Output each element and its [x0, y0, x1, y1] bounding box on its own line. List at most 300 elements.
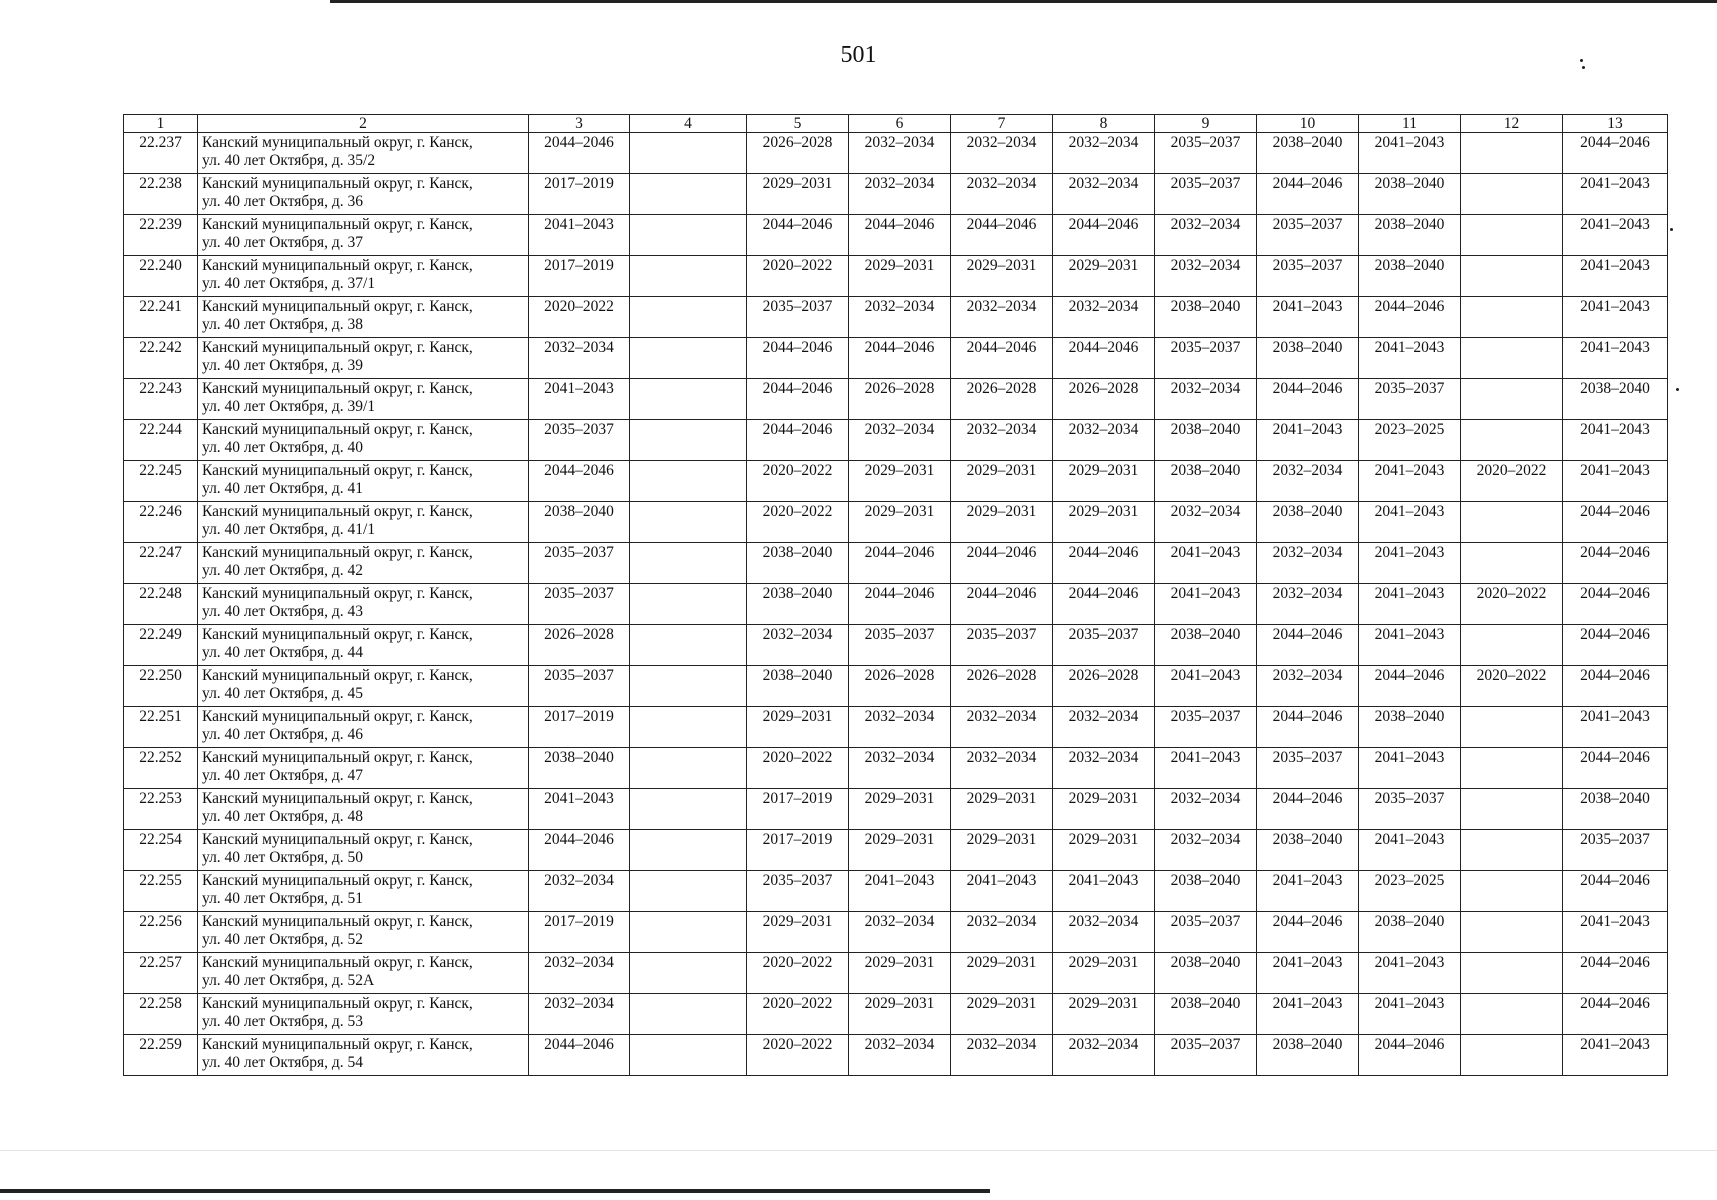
period-cell-c8: 2032–2034: [1053, 912, 1155, 953]
period-cell-c12: [1461, 748, 1563, 789]
period-cell-c4: [630, 420, 747, 461]
period-cell-c6: 2029–2031: [849, 994, 951, 1035]
period-cell-c4: [630, 297, 747, 338]
period-cell-c6: 2032–2034: [849, 707, 951, 748]
period-cell-c4: [630, 256, 747, 297]
table-header-row: [124, 115, 1668, 133]
period-cell-c10: 2032–2034: [1257, 461, 1359, 502]
address-line-1: Канский муниципальный округ, г. Канск,: [202, 257, 473, 274]
address-cell: [198, 584, 529, 625]
period-cell-c13: 2041–2043: [1563, 297, 1668, 338]
table-row: [124, 420, 1668, 461]
row-number-cell: 22.245: [124, 461, 198, 502]
address-line-2: ул. 40 лет Октября, д. 36: [202, 193, 364, 210]
period-cell-c9: 2032–2034: [1155, 379, 1257, 420]
period-cell-c8: 2026–2028: [1053, 666, 1155, 707]
period-cell-c7: 2029–2031: [951, 461, 1053, 502]
row-number-cell: 22.255: [124, 871, 198, 912]
period-cell-c9: 2038–2040: [1155, 420, 1257, 461]
period-cell-c7: 2032–2034: [951, 133, 1053, 174]
row-number-cell: 22.254: [124, 830, 198, 871]
period-cell-c4: [630, 994, 747, 1035]
period-cell-c10: 2038–2040: [1257, 133, 1359, 174]
address-line-1: Канский муниципальный округ, г. Канск,: [202, 667, 473, 684]
address-line-2: ул. 40 лет Октября, д. 37/1: [202, 275, 376, 292]
period-cell-c8: 2026–2028: [1053, 379, 1155, 420]
address-line-1: Канский муниципальный округ, г. Канск,: [202, 421, 473, 438]
period-cell-c7: 2044–2046: [951, 338, 1053, 379]
address-cell: [198, 871, 529, 912]
period-cell-c6: 2032–2034: [849, 912, 951, 953]
address-line-1: Канский муниципальный округ, г. Канск,: [202, 175, 473, 192]
address-line-1: Канский муниципальный округ, г. Канск,: [202, 1036, 473, 1053]
row-number-cell: 22.249: [124, 625, 198, 666]
period-cell-c4: [630, 174, 747, 215]
period-cell-c8: 2032–2034: [1053, 174, 1155, 215]
row-number-cell: 22.247: [124, 543, 198, 584]
table-row: [124, 830, 1668, 871]
address-line-1: Канский муниципальный округ, г. Канск,: [202, 503, 473, 520]
table-row: [124, 871, 1668, 912]
period-cell-c4: [630, 707, 747, 748]
address-line-1: Канский муниципальный округ, г. Канск,: [202, 134, 473, 151]
table-row: [124, 584, 1668, 625]
period-cell-c3: 2044–2046: [529, 133, 630, 174]
period-cell-c4: [630, 830, 747, 871]
period-cell-c12: [1461, 256, 1563, 297]
period-cell-c7: 2029–2031: [951, 994, 1053, 1035]
period-cell-c8: 2029–2031: [1053, 830, 1155, 871]
table-row: [124, 707, 1668, 748]
period-cell-c10: 2032–2034: [1257, 666, 1359, 707]
period-cell-c3: 2017–2019: [529, 174, 630, 215]
period-cell-c13: 2041–2043: [1563, 461, 1668, 502]
period-cell-c7: 2026–2028: [951, 666, 1053, 707]
period-cell-c13: 2038–2040: [1563, 789, 1668, 830]
address-cell: [198, 625, 529, 666]
period-cell-c10: 2041–2043: [1257, 297, 1359, 338]
period-cell-c7: 2032–2034: [951, 297, 1053, 338]
address-line-2: ул. 40 лет Октября, д. 40: [202, 439, 364, 456]
period-cell-c13: 2038–2040: [1563, 379, 1668, 420]
period-cell-c5: 2044–2046: [747, 338, 849, 379]
period-cell-c8: 2029–2031: [1053, 502, 1155, 543]
column-header-2: 2: [198, 115, 529, 133]
period-cell-c7: 2044–2046: [951, 584, 1053, 625]
address-line-2: ул. 40 лет Октября, д. 42: [202, 562, 364, 579]
period-cell-c6: 2029–2031: [849, 953, 951, 994]
period-cell-c10: 2044–2046: [1257, 707, 1359, 748]
address-cell: [198, 707, 529, 748]
period-cell-c5: 2032–2034: [747, 625, 849, 666]
period-cell-c11: 2044–2046: [1359, 1035, 1461, 1076]
period-cell-c12: [1461, 379, 1563, 420]
address-cell: [198, 1035, 529, 1076]
address-line-1: Канский муниципальный округ, г. Канск,: [202, 544, 473, 561]
period-cell-c3: 2044–2046: [529, 461, 630, 502]
scan-speck: [1676, 388, 1679, 391]
address-line-2: ул. 40 лет Октября, д. 38: [202, 316, 364, 333]
address-line-2: ул. 40 лет Октября, д. 39/1: [202, 398, 376, 415]
period-cell-c12: [1461, 133, 1563, 174]
period-cell-c9: 2035–2037: [1155, 707, 1257, 748]
period-cell-c11: 2038–2040: [1359, 215, 1461, 256]
address-cell: [198, 174, 529, 215]
period-cell-c7: 2032–2034: [951, 174, 1053, 215]
period-cell-c5: 2020–2022: [747, 994, 849, 1035]
period-cell-c3: 2035–2037: [529, 420, 630, 461]
address-line-2: ул. 40 лет Октября, д. 51: [202, 890, 364, 907]
period-cell-c12: [1461, 994, 1563, 1035]
period-cell-c10: 2038–2040: [1257, 338, 1359, 379]
period-cell-c8: 2035–2037: [1053, 625, 1155, 666]
row-number-cell: 22.241: [124, 297, 198, 338]
address-line-2: ул. 40 лет Октября, д. 54: [202, 1054, 364, 1071]
address-line-2: ул. 40 лет Октября, д. 46: [202, 726, 364, 743]
period-cell-c12: [1461, 338, 1563, 379]
address-line-1: Канский муниципальный округ, г. Канск,: [202, 298, 473, 315]
period-cell-c9: 2032–2034: [1155, 215, 1257, 256]
period-cell-c9: 2035–2037: [1155, 1035, 1257, 1076]
address-line-1: Канский муниципальный округ, г. Канск,: [202, 995, 473, 1012]
column-header-9: 9: [1155, 115, 1257, 133]
address-line-1: Канский муниципальный округ, г. Канск,: [202, 831, 473, 848]
period-cell-c11: 2041–2043: [1359, 830, 1461, 871]
period-cell-c10: 2044–2046: [1257, 625, 1359, 666]
table-row: [124, 215, 1668, 256]
address-line-1: Канский муниципальный округ, г. Канск,: [202, 708, 473, 725]
row-number-cell: 22.242: [124, 338, 198, 379]
period-cell-c11: 2038–2040: [1359, 912, 1461, 953]
period-cell-c8: 2029–2031: [1053, 994, 1155, 1035]
period-cell-c9: 2038–2040: [1155, 297, 1257, 338]
period-cell-c3: 2044–2046: [529, 1035, 630, 1076]
period-cell-c7: 2032–2034: [951, 748, 1053, 789]
period-cell-c6: 2032–2034: [849, 1035, 951, 1076]
row-number-cell: 22.250: [124, 666, 198, 707]
period-cell-c6: 2026–2028: [849, 666, 951, 707]
column-header-6: 6: [849, 115, 951, 133]
period-cell-c7: 2029–2031: [951, 789, 1053, 830]
period-cell-c13: 2041–2043: [1563, 174, 1668, 215]
period-cell-c11: 2041–2043: [1359, 994, 1461, 1035]
period-cell-c7: 2044–2046: [951, 543, 1053, 584]
address-line-2: ул. 40 лет Октября, д. 45: [202, 685, 364, 702]
period-cell-c4: [630, 871, 747, 912]
period-cell-c9: 2032–2034: [1155, 830, 1257, 871]
period-cell-c3: 2032–2034: [529, 338, 630, 379]
column-header-5: 5: [747, 115, 849, 133]
period-cell-c9: 2032–2034: [1155, 256, 1257, 297]
period-cell-c11: 2041–2043: [1359, 953, 1461, 994]
period-cell-c6: 2029–2031: [849, 789, 951, 830]
address-line-1: Канский муниципальный округ, г. Канск,: [202, 216, 473, 233]
period-cell-c3: 2032–2034: [529, 994, 630, 1035]
period-cell-c10: 2032–2034: [1257, 543, 1359, 584]
column-header-1: 1: [124, 115, 198, 133]
period-cell-c3: 2044–2046: [529, 830, 630, 871]
period-cell-c8: 2032–2034: [1053, 748, 1155, 789]
period-cell-c13: 2044–2046: [1563, 543, 1668, 584]
period-cell-c4: [630, 133, 747, 174]
period-cell-c7: 2035–2037: [951, 625, 1053, 666]
row-number-cell: 22.256: [124, 912, 198, 953]
address-cell: [198, 748, 529, 789]
period-cell-c8: 2041–2043: [1053, 871, 1155, 912]
period-cell-c3: 2041–2043: [529, 789, 630, 830]
scan-bottom-border: [0, 1189, 990, 1193]
period-cell-c3: 2035–2037: [529, 584, 630, 625]
period-cell-c11: 2044–2046: [1359, 666, 1461, 707]
period-cell-c13: 2044–2046: [1563, 748, 1668, 789]
period-cell-c6: 2032–2034: [849, 174, 951, 215]
column-header-8: 8: [1053, 115, 1155, 133]
table-row: [124, 994, 1668, 1035]
period-cell-c11: 2041–2043: [1359, 625, 1461, 666]
row-number-cell: 22.253: [124, 789, 198, 830]
address-cell: [198, 420, 529, 461]
address-cell: [198, 133, 529, 174]
period-cell-c7: 2029–2031: [951, 502, 1053, 543]
period-cell-c10: 2035–2037: [1257, 748, 1359, 789]
row-number-cell: 22.243: [124, 379, 198, 420]
period-cell-c4: [630, 789, 747, 830]
period-cell-c8: 2044–2046: [1053, 215, 1155, 256]
period-cell-c9: 2038–2040: [1155, 461, 1257, 502]
period-cell-c10: 2038–2040: [1257, 1035, 1359, 1076]
period-cell-c5: 2026–2028: [747, 133, 849, 174]
address-cell: [198, 215, 529, 256]
period-cell-c6: 2032–2034: [849, 297, 951, 338]
period-cell-c12: [1461, 215, 1563, 256]
period-cell-c8: 2032–2034: [1053, 1035, 1155, 1076]
period-cell-c8: 2029–2031: [1053, 953, 1155, 994]
period-cell-c4: [630, 748, 747, 789]
period-cell-c6: 2032–2034: [849, 133, 951, 174]
row-number-cell: 22.246: [124, 502, 198, 543]
column-header-3: 3: [529, 115, 630, 133]
period-cell-c11: 2041–2043: [1359, 461, 1461, 502]
address-line-2: ул. 40 лет Октября, д. 50: [202, 849, 364, 866]
address-cell: [198, 338, 529, 379]
period-cell-c12: [1461, 871, 1563, 912]
period-cell-c9: 2041–2043: [1155, 543, 1257, 584]
period-cell-c7: 2032–2034: [951, 420, 1053, 461]
period-cell-c6: 2026–2028: [849, 379, 951, 420]
period-cell-c4: [630, 215, 747, 256]
period-cell-c5: 2035–2037: [747, 297, 849, 338]
address-line-2: ул. 40 лет Октября, д. 52: [202, 931, 364, 948]
period-cell-c9: 2035–2037: [1155, 338, 1257, 379]
row-number-cell: 22.252: [124, 748, 198, 789]
address-line-2: ул. 40 лет Октября, д. 35/2: [202, 152, 376, 169]
address-line-1: Канский муниципальный округ, г. Канск,: [202, 749, 473, 766]
period-cell-c13: 2044–2046: [1563, 584, 1668, 625]
period-cell-c11: 2038–2040: [1359, 256, 1461, 297]
address-cell: [198, 912, 529, 953]
period-cell-c12: [1461, 789, 1563, 830]
period-cell-c8: 2044–2046: [1053, 543, 1155, 584]
period-cell-c3: 2032–2034: [529, 871, 630, 912]
period-cell-c12: [1461, 625, 1563, 666]
scan-top-border: [330, 0, 1717, 3]
period-cell-c11: 2041–2043: [1359, 748, 1461, 789]
period-cell-c3: 2017–2019: [529, 707, 630, 748]
period-cell-c7: 2044–2046: [951, 215, 1053, 256]
column-header-13: 13: [1563, 115, 1668, 133]
period-cell-c5: 2020–2022: [747, 256, 849, 297]
table-row: [124, 625, 1668, 666]
period-cell-c3: 2038–2040: [529, 502, 630, 543]
row-number-cell: 22.248: [124, 584, 198, 625]
address-cell: [198, 502, 529, 543]
period-cell-c7: 2026–2028: [951, 379, 1053, 420]
address-line-1: Канский муниципальный округ, г. Канск,: [202, 585, 473, 602]
address-line-1: Канский муниципальный округ, г. Канск,: [202, 462, 473, 479]
period-cell-c5: 2020–2022: [747, 461, 849, 502]
column-header-7: 7: [951, 115, 1053, 133]
table-row: [124, 748, 1668, 789]
period-cell-c12: [1461, 420, 1563, 461]
table-row: [124, 543, 1668, 584]
period-cell-c9: 2038–2040: [1155, 625, 1257, 666]
period-cell-c13: 2041–2043: [1563, 338, 1668, 379]
period-cell-c11: 2041–2043: [1359, 502, 1461, 543]
period-cell-c9: 2035–2037: [1155, 133, 1257, 174]
period-cell-c4: [630, 502, 747, 543]
period-cell-c5: 2044–2046: [747, 420, 849, 461]
address-cell: [198, 379, 529, 420]
period-cell-c11: 2041–2043: [1359, 584, 1461, 625]
period-cell-c9: 2035–2037: [1155, 912, 1257, 953]
period-cell-c6: 2029–2031: [849, 461, 951, 502]
period-cell-c12: [1461, 830, 1563, 871]
scan-faint-line: [0, 1150, 1717, 1151]
table-row: [124, 912, 1668, 953]
period-cell-c9: 2038–2040: [1155, 994, 1257, 1035]
address-line-1: Канский муниципальный округ, г. Канск,: [202, 790, 473, 807]
address-line-1: Канский муниципальный округ, г. Канск,: [202, 626, 473, 643]
period-cell-c12: 2020–2022: [1461, 666, 1563, 707]
column-header-11: 11: [1359, 115, 1461, 133]
period-cell-c8: 2044–2046: [1053, 584, 1155, 625]
address-cell: [198, 256, 529, 297]
period-cell-c12: [1461, 297, 1563, 338]
period-cell-c7: 2029–2031: [951, 830, 1053, 871]
period-cell-c5: 2038–2040: [747, 543, 849, 584]
period-cell-c9: 2041–2043: [1155, 666, 1257, 707]
period-cell-c13: 2044–2046: [1563, 133, 1668, 174]
scan-speck: [1580, 59, 1583, 62]
period-cell-c7: 2032–2034: [951, 912, 1053, 953]
period-cell-c13: 2044–2046: [1563, 994, 1668, 1035]
period-cell-c13: 2044–2046: [1563, 502, 1668, 543]
row-number-cell: 22.239: [124, 215, 198, 256]
period-cell-c7: 2041–2043: [951, 871, 1053, 912]
period-cell-c13: 2044–2046: [1563, 953, 1668, 994]
period-cell-c8: 2044–2046: [1053, 338, 1155, 379]
address-line-2: ул. 40 лет Октября, д. 39: [202, 357, 364, 374]
address-cell: [198, 543, 529, 584]
period-cell-c3: 2041–2043: [529, 379, 630, 420]
period-cell-c10: 2044–2046: [1257, 174, 1359, 215]
period-cell-c12: [1461, 953, 1563, 994]
period-cell-c13: 2035–2037: [1563, 830, 1668, 871]
table-row: [124, 133, 1668, 174]
row-number-cell: 22.258: [124, 994, 198, 1035]
period-cell-c12: [1461, 1035, 1563, 1076]
period-cell-c10: 2041–2043: [1257, 871, 1359, 912]
period-cell-c10: 2044–2046: [1257, 912, 1359, 953]
period-cell-c10: 2032–2034: [1257, 584, 1359, 625]
period-cell-c5: 2020–2022: [747, 748, 849, 789]
period-cell-c11: 2023–2025: [1359, 871, 1461, 912]
table-row: [124, 297, 1668, 338]
table-row: [124, 789, 1668, 830]
period-cell-c10: 2038–2040: [1257, 502, 1359, 543]
period-cell-c8: 2032–2034: [1053, 707, 1155, 748]
address-line-1: Канский муниципальный округ, г. Канск,: [202, 339, 473, 356]
period-cell-c6: 2029–2031: [849, 502, 951, 543]
column-header-12: 12: [1461, 115, 1563, 133]
table-row: [124, 953, 1668, 994]
period-cell-c11: 2041–2043: [1359, 338, 1461, 379]
period-cell-c11: 2038–2040: [1359, 707, 1461, 748]
address-line-2: ул. 40 лет Октября, д. 47: [202, 767, 364, 784]
period-cell-c8: 2032–2034: [1053, 297, 1155, 338]
address-cell: [198, 830, 529, 871]
period-cell-c6: 2044–2046: [849, 543, 951, 584]
row-number-cell: 22.240: [124, 256, 198, 297]
table-body: [124, 133, 1668, 1076]
period-cell-c6: 2032–2034: [849, 748, 951, 789]
period-cell-c7: 2032–2034: [951, 707, 1053, 748]
period-cell-c6: 2029–2031: [849, 256, 951, 297]
period-cell-c9: 2041–2043: [1155, 748, 1257, 789]
table-row: [124, 174, 1668, 215]
address-line-2: ул. 40 лет Октября, д. 41/1: [202, 521, 376, 538]
period-cell-c5: 2044–2046: [747, 215, 849, 256]
period-cell-c7: 2029–2031: [951, 953, 1053, 994]
period-cell-c8: 2029–2031: [1053, 256, 1155, 297]
period-cell-c4: [630, 461, 747, 502]
period-cell-c10: 2035–2037: [1257, 256, 1359, 297]
period-cell-c4: [630, 1035, 747, 1076]
scan-speck: [1582, 66, 1585, 69]
period-cell-c13: 2041–2043: [1563, 256, 1668, 297]
period-cell-c5: 2020–2022: [747, 953, 849, 994]
period-cell-c11: 2023–2025: [1359, 420, 1461, 461]
address-line-2: ул. 40 лет Октября, д. 48: [202, 808, 364, 825]
period-cell-c4: [630, 953, 747, 994]
period-cell-c11: 2041–2043: [1359, 133, 1461, 174]
row-number-cell: 22.238: [124, 174, 198, 215]
row-number-cell: 22.251: [124, 707, 198, 748]
period-cell-c11: 2035–2037: [1359, 789, 1461, 830]
period-cell-c11: 2041–2043: [1359, 543, 1461, 584]
period-cell-c12: [1461, 543, 1563, 584]
period-cell-c12: [1461, 707, 1563, 748]
period-cell-c13: 2044–2046: [1563, 625, 1668, 666]
period-cell-c8: 2029–2031: [1053, 789, 1155, 830]
period-cell-c4: [630, 912, 747, 953]
row-number-cell: 22.257: [124, 953, 198, 994]
table-row: [124, 461, 1668, 502]
period-cell-c5: 2038–2040: [747, 666, 849, 707]
period-cell-c10: 2041–2043: [1257, 994, 1359, 1035]
period-cell-c9: 2038–2040: [1155, 953, 1257, 994]
period-cell-c3: 2017–2019: [529, 256, 630, 297]
